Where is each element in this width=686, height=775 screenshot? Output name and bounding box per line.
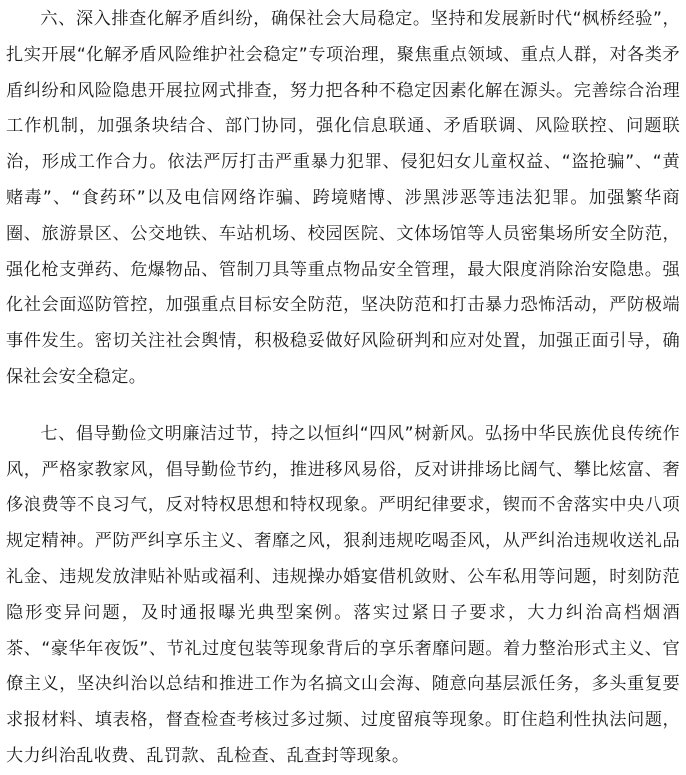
paragraph-seven: 七、倡导勤俭文明廉洁过节，持之以恒纠“四风”树新风。弘扬中华民族优良传统作风，严格家教家风，倡导勤俭节约，推进移风易俗，反对讲排场比阔气、攀比炫富、奢侈浪费等不良习气，反对特权思想和特权现象。严明纪律要求，锲而不舍落实中央八项规定精神。严防严纠享乐主义、奢靡之风，狠刹违规吃喝歪风，从严纠治违规收送礼品礼金、违规发放津贴补贴或福利、违规操办婚宴借机敛财、公车私用等问题，时刻防范隐形变异问题，及时通报曝光典型案例。落实过紧日子要求，大力纠治高档烟酒茶、“豪华年夜饭”、节礼过度包装等现象背后的享乐奢靡问题。着力整治形式主义、官僚主义，坚决纠治以总结和推进工作为名搞文山会海、随意向基层派任务，多头重复要求报材料、填表格，督查检查考核过多过频、过度留痕等现象。盯住趋利性执法问题，大力纠治乱收费、乱罚款、乱检查、乱查封等现象。: [6, 423, 680, 766]
paragraph-six: 六、深入排查化解矛盾纠纷，确保社会大局稳定。坚持和发展新时代“枫桥经验”，扎实开展“化解矛盾风险维护社会稳定”专项治理，聚焦重点领域、重点人群，对各类矛盾纠纷和风险隐患开展拉网式排查，努力把各种不稳定因素化解在源头。完善综合治理工作机制，加强条块结合、部门协同，强化信息联通、矛盾联调、风险联控、问题联治，形成工作合力。依法严厉打击严重暴力犯罪、侵犯妇女儿童权益、“盗抢骗”、“黄赌毒”、“食药环”以及电信网络诈骗、跨境赌博、涉黑涉恶等违法犯罪。加强繁华商圈、旅游景区、公交地铁、车站机场、校园医院、文体场馆等人员密集场所安全防范，强化枪支弹药、危爆物品、管制刀具等重点物品安全管理，最大限度消除治安隐患。强化社会面巡防管控，加强重点目标安全防范，坚决防范和打击暴力恐怖活动，严防极端事件发生。密切关注社会舆情，积极稳妥做好风险研判和应对处置，加强正面引导，确保社会安全稳定。: [6, 9, 680, 387]
